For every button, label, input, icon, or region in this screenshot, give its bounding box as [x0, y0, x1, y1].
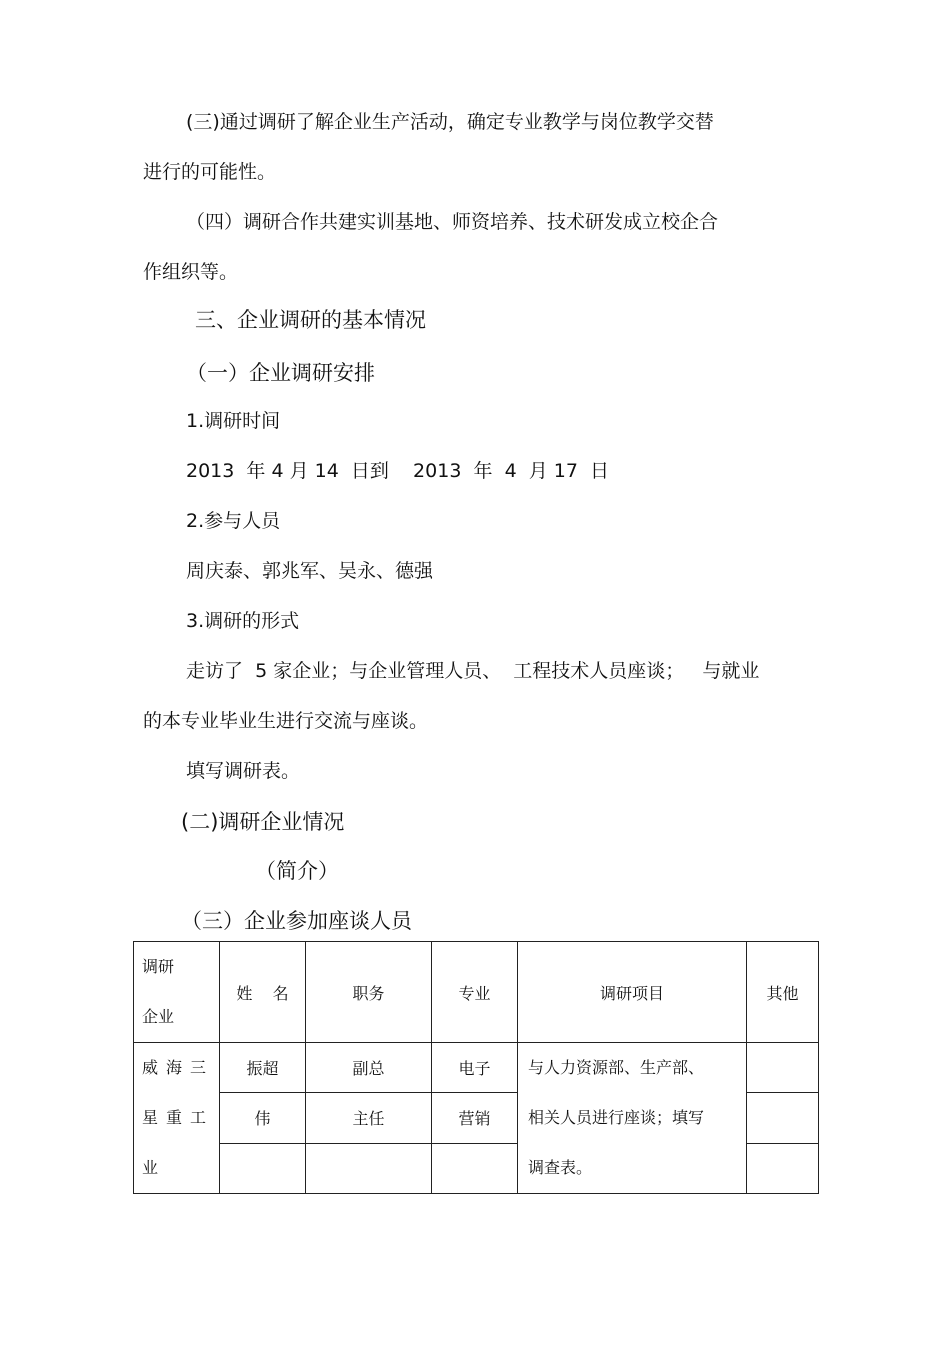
table-row — [134, 1043, 819, 1093]
subsection-2-note: （简介） — [255, 859, 339, 883]
subsection-2-title: (二)调研企业情况 — [181, 810, 345, 834]
row-2-other — [747, 1093, 819, 1143]
section-3-title: 三、企业调研的基本情况 — [195, 308, 426, 332]
company-cell — [134, 1043, 220, 1194]
item-3-value-line-2: 的本专业毕业生进行交流与座谈。 — [143, 710, 429, 732]
item-1-label: 1.调研时间 — [186, 410, 281, 432]
row-2-major: 营销 — [432, 1093, 518, 1143]
header-name: 姓 名 — [220, 942, 306, 1043]
subsection-1-title: （一）企业调研安排 — [186, 361, 375, 385]
header-position: 职务 — [306, 942, 432, 1043]
company-line-3: 业 — [142, 1158, 167, 1177]
table-header-row — [134, 942, 819, 1043]
header-other: 其他 — [747, 942, 819, 1043]
row-3-position — [306, 1143, 432, 1193]
item-3-value-line-3: 填写调研表。 — [186, 760, 301, 782]
company-line-1: 威海三 — [142, 1058, 215, 1077]
company-line-2: 星重工 — [142, 1108, 215, 1127]
row-3-major — [432, 1143, 518, 1193]
subsection-3-title: （三）企业参加座谈人员 — [181, 909, 412, 933]
paragraph-3-line-2: 进行的可能性。 — [143, 161, 277, 183]
row-2-position: 主任 — [306, 1093, 432, 1143]
row-3-name — [220, 1143, 306, 1193]
header-company-line-1: 调研 — [142, 957, 175, 976]
item-3-label: 3.调研的形式 — [186, 610, 300, 632]
paragraph-4-line-2: 作组织等。 — [143, 261, 239, 283]
item-2-value: 周庆泰、郭兆军、吴永、德强 — [186, 560, 434, 582]
row-1-position: 副总 — [306, 1043, 432, 1093]
row-1-major: 电子 — [432, 1043, 518, 1093]
participants-table — [133, 941, 819, 1194]
project-cell — [518, 1043, 747, 1194]
project-line-3: 调查表。 — [528, 1158, 593, 1177]
row-3-other — [747, 1143, 819, 1193]
item-1-value: 2013 年 4 月 14 日到 2013 年 4 月 17 日 — [186, 460, 610, 482]
header-project: 调研项目 — [518, 942, 747, 1043]
paragraph-3-line-1: (三)通过调研了解企业生产活动，确定专业教学与岗位教学交替 — [186, 111, 714, 133]
header-company-line-2: 企业 — [142, 1007, 175, 1026]
header-company — [134, 942, 220, 1043]
row-1-name: 振超 — [220, 1043, 306, 1093]
item-2-label: 2.参与人员 — [186, 510, 281, 532]
row-1-other — [747, 1043, 819, 1093]
project-line-2: 相关人员进行座谈；填写 — [528, 1108, 705, 1127]
paragraph-4-line-1: （四）调研合作共建实训基地、师资培养、技术研发成立校企合 — [186, 211, 719, 233]
project-line-1: 与人力资源部、生产部、 — [528, 1058, 705, 1077]
row-2-name: 伟 — [220, 1093, 306, 1143]
item-3-value-line-1: 走访了 5 家企业；与企业管理人员、 工程技术人员座谈； 与就业 — [186, 660, 760, 682]
header-major: 专业 — [432, 942, 518, 1043]
